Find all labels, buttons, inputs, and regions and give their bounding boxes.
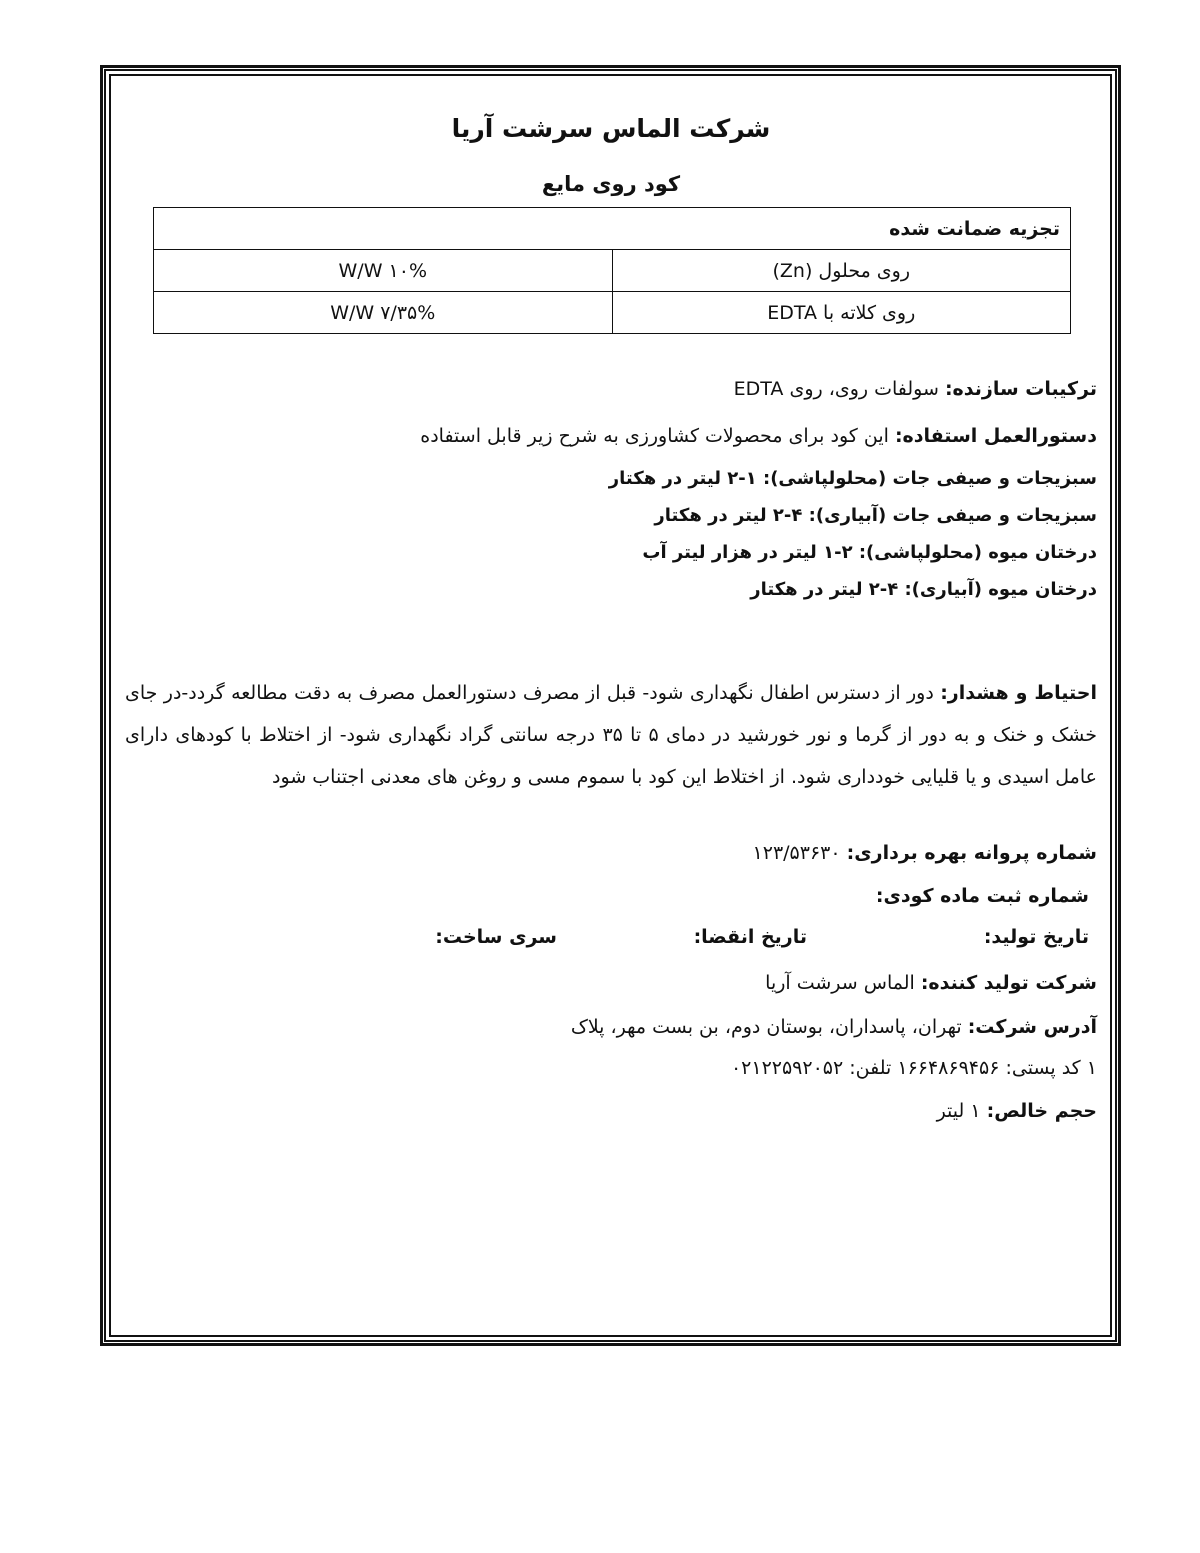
license-value: ۱۲۳/۵۳۶۳۰ <box>752 842 847 864</box>
table-row <box>154 292 1071 334</box>
manufacturer-value: الماس سرشت آریا <box>765 972 921 994</box>
table-cell-label: روی محلول (Zn) <box>612 250 1071 292</box>
usage-item: سبزیجات و صیفی جات (محلولپاشی): ۱-۲ لیتر در هکتار <box>608 468 1097 489</box>
usage-line <box>125 425 1097 447</box>
table-cell-value: %W/W ۷/۳۵ <box>154 292 613 334</box>
batch-label: سری ساخت: <box>435 926 557 948</box>
registration-line <box>125 885 1097 907</box>
production-date-label: تاریخ تولید: <box>983 926 1089 948</box>
table-header-row <box>154 208 1071 250</box>
volume-value: ۱ لیتر <box>936 1100 987 1122</box>
manufacturer-label: شرکت تولید کننده: <box>920 972 1097 994</box>
usage-value: این کود برای محصولات کشاورزی به شرح زیر قابل استفاده <box>420 425 895 447</box>
usage-item: درختان میوه (آبیاری): ۴-۲ لیتر در هکتار <box>750 579 1097 600</box>
company-title: شرکت الماس سرشت آریا <box>451 114 771 143</box>
postal-phone-line: ۱ کد پستی: ۱۶۶۴۸۶۹۴۵۶ تلفن: ۰۲۱۲۲۵۹۲۰۵۲ <box>730 1057 1097 1079</box>
warning-label: احتیاط و هشدار: <box>940 682 1097 704</box>
usage-label: دستورالعمل استفاده: <box>894 425 1097 447</box>
table-cell-value: %W/W ۱۰ <box>154 250 613 292</box>
license-line <box>125 842 1097 864</box>
table-title: تجزیه ضمانت شده <box>154 208 1071 250</box>
warning-text: دور از دسترس اطفال نگهداری شود- قبل از مصرف دستورالعمل مصرف به دقت مطالعه گردد-در جای خشک و خنک و به دور از گرما و نور خورشید در دمای ۵ تا ۳۵ درجه سانتی گراد نگهداری شود- از اختلاط با کودهای دارای عامل اسیدی و یا قلیایی خودداری شود. از اختلاط این کود با سموم مسی و روغن های معدنی اجتناب شود <box>125 682 1097 788</box>
table-cell-label: روی کلاته با EDTA <box>612 292 1071 334</box>
composition-value: سولفات روی، روی EDTA <box>733 378 945 400</box>
table-row <box>154 250 1071 292</box>
dates-row <box>125 926 1097 956</box>
warning-paragraph <box>125 672 1097 798</box>
composition-label: ترکیبات سازنده: <box>944 378 1097 400</box>
license-label: شماره پروانه بهره برداری: <box>846 842 1097 864</box>
guaranteed-analysis-table <box>153 207 1071 334</box>
composition-line <box>125 378 1097 400</box>
expiry-date-label: تاریخ انقضا: <box>693 926 807 948</box>
registration-label: شماره ثبت ماده کودی: <box>875 885 1089 907</box>
volume-line <box>125 1100 1097 1122</box>
address-line <box>125 1016 1097 1038</box>
product-name: کود روی مایع <box>541 172 681 196</box>
usage-item: سبزیجات و صیفی جات (آبیاری): ۴-۲ لیتر در هکتار <box>654 505 1097 526</box>
manufacturer-line <box>125 972 1097 994</box>
usage-item: درختان میوه (محلولپاشی): ۲-۱ لیتر در هزار لیتر آب <box>642 542 1097 563</box>
address-value: تهران، پاسداران، بوستان دوم، بن بست مهر، پلاک <box>570 1016 968 1038</box>
volume-label: حجم خالص: <box>986 1100 1097 1122</box>
address-label: آدرس شرکت: <box>967 1016 1097 1038</box>
